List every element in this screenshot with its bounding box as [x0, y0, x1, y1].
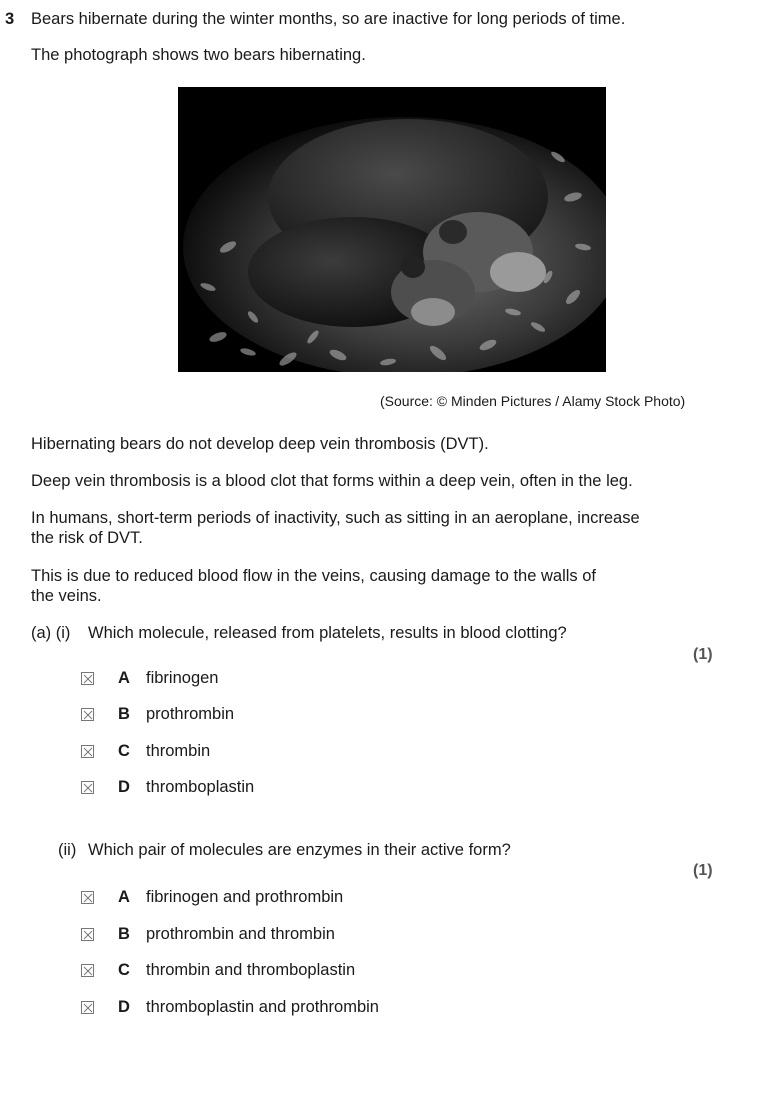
photo-source-caption: (Source: © Minden Pictures / Alamy Stock Photo) [380, 393, 686, 409]
paragraph-inactivity [31, 508, 640, 548]
checkbox-a-ii-c[interactable] [81, 964, 94, 977]
option-a-ii-a[interactable] [81, 886, 343, 908]
checkbox-a-i-d[interactable] [81, 781, 94, 794]
option-text: prothrombin [146, 704, 235, 723]
checkbox-a-i-c[interactable] [81, 745, 94, 758]
part-a-i-question: Which molecule, released from platelets, results in blood clotting? [88, 624, 567, 642]
option-a-i-a[interactable] [81, 667, 218, 689]
checkbox-a-ii-d[interactable] [81, 1001, 94, 1014]
paragraph-dvt-definition: Deep vein thrombosis is a blood clot that forms within a deep vein, often in the leg. [31, 472, 633, 490]
option-letter: A [118, 887, 130, 906]
option-text: fibrinogen [146, 668, 219, 687]
paragraph-dvt-intro: Hibernating bears do not develop deep vein thrombosis (DVT). [31, 435, 489, 453]
bears-hibernating-photo [178, 87, 606, 372]
option-letter: C [118, 741, 130, 760]
paragraph-blood-flow [31, 566, 596, 606]
option-a-i-d[interactable] [81, 776, 254, 798]
checkbox-a-i-a[interactable] [81, 672, 94, 685]
option-letter: D [118, 777, 130, 796]
option-text: thrombin and thromboplastin [146, 960, 356, 979]
option-letter: D [118, 997, 130, 1016]
option-a-i-c[interactable] [81, 740, 210, 762]
option-letter: A [118, 668, 130, 687]
option-letter: B [118, 704, 130, 723]
paragraph-inactivity-line1: In humans, short-term periods of inactivity, such as sitting in an aeroplane, increase [31, 509, 640, 527]
checkbox-a-i-b[interactable] [81, 708, 94, 721]
question-number: 3 [5, 10, 15, 28]
option-letter: C [118, 960, 130, 979]
option-text: prothrombin and thrombin [146, 924, 335, 943]
option-letter: B [118, 924, 130, 943]
part-a-i-label: (a) (i) [31, 624, 71, 642]
part-a-ii-marks: (1) [693, 862, 713, 879]
option-a-ii-d[interactable] [81, 996, 379, 1018]
option-text: thromboplastin [146, 777, 255, 796]
option-a-i-b[interactable] [81, 703, 234, 725]
paragraph-blood-flow-line2: the veins. [31, 587, 102, 605]
part-a-ii-question: Which pair of molecules are enzymes in their active form? [88, 841, 511, 859]
part-a-i-marks: (1) [693, 646, 713, 663]
option-a-ii-b[interactable] [81, 923, 335, 945]
question-intro-1: Bears hibernate during the winter months, so are inactive for long periods of time. [31, 10, 626, 28]
checkbox-a-ii-b[interactable] [81, 928, 94, 941]
option-text: thromboplastin and prothrombin [146, 997, 379, 1016]
option-text: fibrinogen and prothrombin [146, 887, 344, 906]
paragraph-blood-flow-line1: This is due to reduced blood flow in the veins, causing damage to the walls of [31, 567, 596, 585]
option-a-ii-c[interactable] [81, 959, 355, 981]
question-intro-2: The photograph shows two bears hibernating. [31, 46, 366, 64]
paragraph-inactivity-line2: the risk of DVT. [31, 529, 143, 547]
checkbox-a-ii-a[interactable] [81, 891, 94, 904]
option-text: thrombin [146, 741, 211, 760]
part-a-ii-label: (ii) [58, 841, 77, 859]
